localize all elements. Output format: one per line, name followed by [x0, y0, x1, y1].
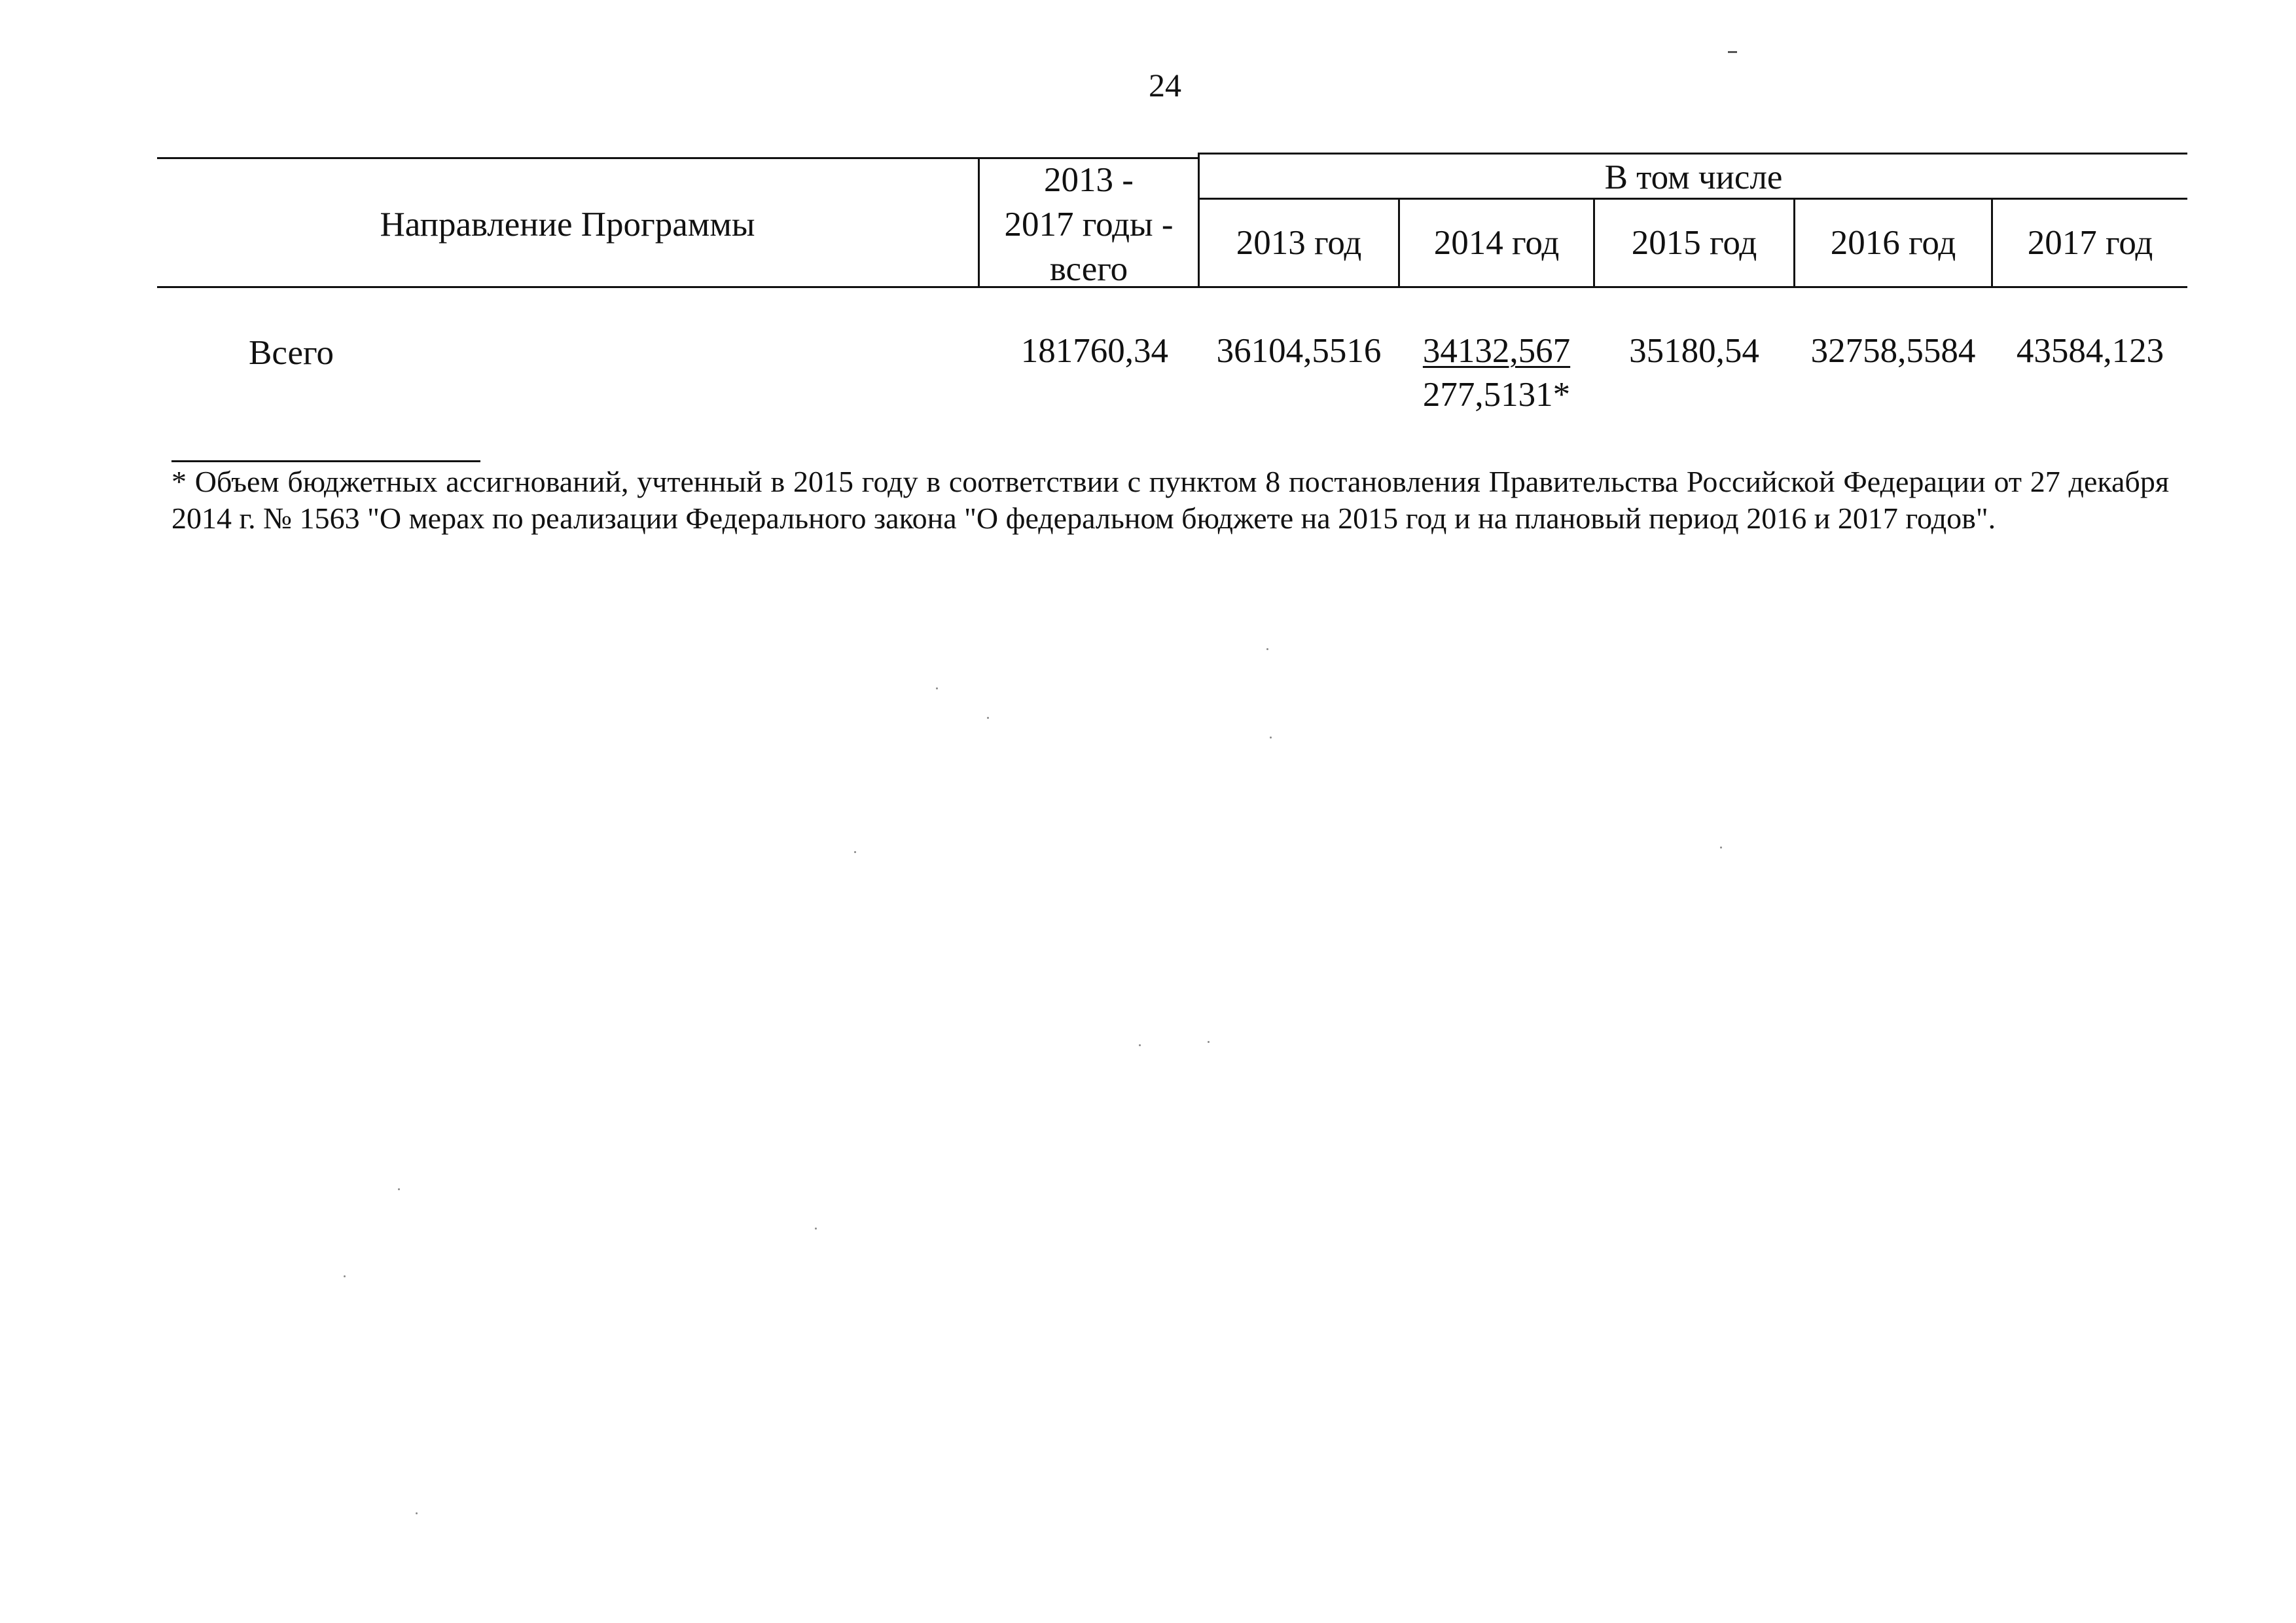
- header-year-2013: 2013 год: [1236, 224, 1362, 262]
- scan-speck: [1270, 737, 1272, 739]
- row-extra-2014: 277,5131*: [1422, 376, 1571, 414]
- table-top-rule-right: [1198, 153, 2187, 155]
- header-including: В том числе: [1604, 158, 1783, 196]
- subheader-rule: [1198, 198, 2187, 200]
- footnote-separator: [171, 460, 480, 462]
- scan-speck: [416, 1512, 418, 1514]
- scan-speck: [854, 851, 856, 853]
- row-value-2015: 35180,54: [1629, 332, 1759, 370]
- header-year-2017: 2017 год: [2027, 224, 2153, 262]
- scan-speck: [1139, 1044, 1141, 1046]
- header-year-2016: 2016 год: [1830, 224, 1956, 262]
- page-number: 24: [1149, 67, 1181, 103]
- header-direction: Направление Программы: [380, 206, 755, 244]
- scan-mark: [1728, 51, 1737, 53]
- header-year-2015: 2015 год: [1631, 224, 1757, 262]
- row-value-2016: 32758,5584: [1810, 332, 1976, 370]
- scan-speck: [815, 1228, 817, 1230]
- header-total-line2: 2017 годы -: [1004, 206, 1174, 244]
- header-total-line3: всего: [1049, 250, 1128, 288]
- scan-speck: [1720, 847, 1722, 848]
- scan-speck: [344, 1275, 346, 1277]
- row-value-2013: 36104,5516: [1216, 332, 1382, 370]
- scan-speck: [1208, 1041, 1210, 1043]
- footnote-text: * Объем бюджетных ассигнований, учтенный в 2015 году в соответствии с пунктом 8 постановления Правительства Российской Федерации от 27 декабря 2014 г. № 1563 "О мерах по реализации Федерального закона "О федеральном бюджете на 2015 год и на плановый период 2016 и 2017 годов".: [171, 465, 2169, 535]
- scan-speck: [398, 1188, 400, 1190]
- header-year-2014: 2014 год: [1433, 224, 1560, 262]
- row-value-2017: 43584,123: [2016, 332, 2164, 370]
- row-label: Всего: [249, 334, 334, 372]
- scan-speck: [987, 717, 989, 719]
- row-value-2014: 34132,567: [1422, 332, 1571, 370]
- table-top-rule: [157, 157, 1199, 159]
- row-total: 181760,34: [1020, 332, 1168, 370]
- scan-speck: [936, 687, 938, 689]
- scan-speck: [1266, 648, 1268, 650]
- header-total-line1: 2013 -: [1044, 161, 1134, 199]
